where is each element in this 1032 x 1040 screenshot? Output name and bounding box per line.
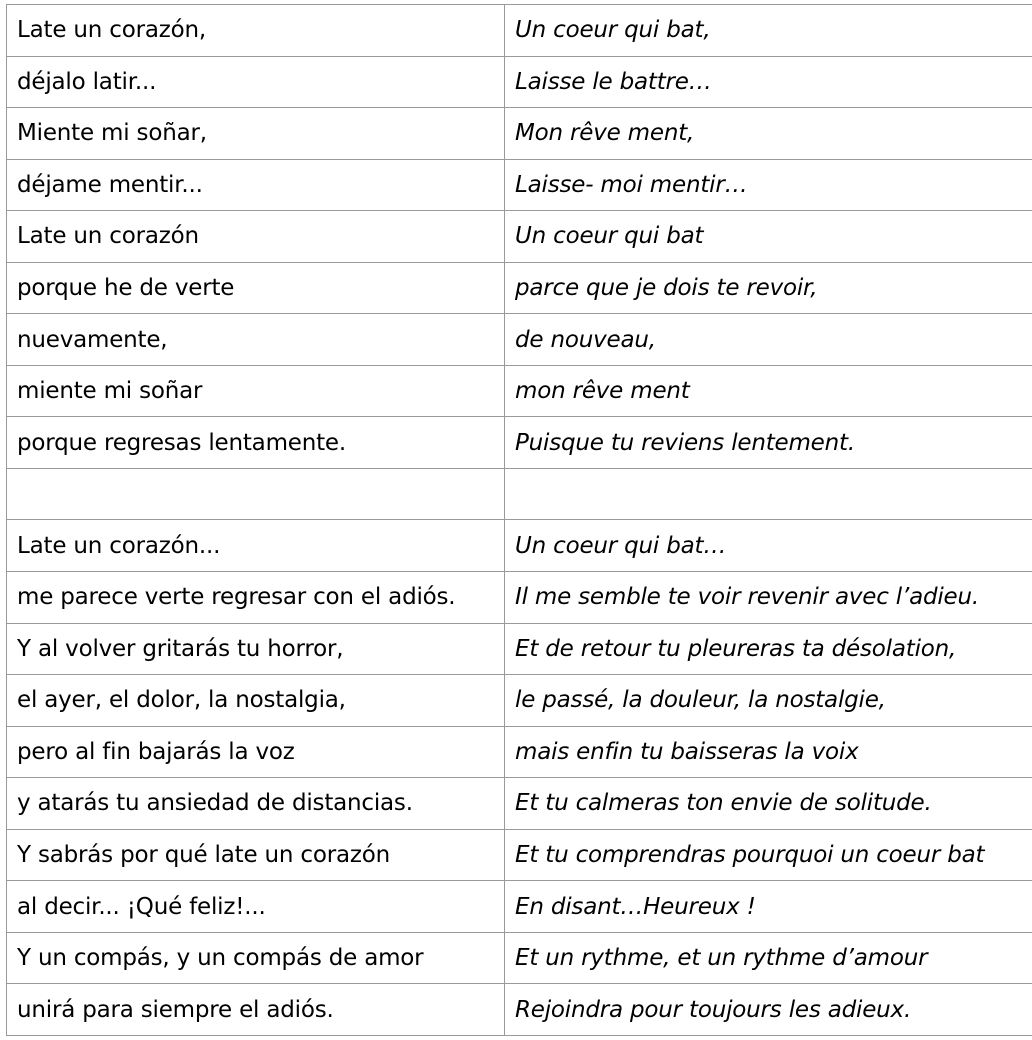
table-row — [7, 520, 1032, 572]
table-row — [7, 727, 1032, 779]
spanish-cell: Late un corazón... — [7, 520, 505, 571]
table-row — [7, 417, 1032, 469]
french-cell: Un coeur qui bat… — [515, 532, 727, 559]
spanish-cell: porque he de verte — [7, 263, 505, 314]
french-cell: Rejoindra pour toujours les adieux. — [515, 996, 912, 1023]
french-cell: En disant…Heureux ! — [515, 893, 756, 920]
table-row — [7, 263, 1032, 315]
french-cell: parce que je dois te revoir, — [515, 275, 818, 301]
french-cell: Et tu comprendras pourquoi un coeur bat — [515, 842, 985, 869]
french-cell: Laisse- moi mentir… — [515, 171, 748, 198]
spanish-cell — [7, 469, 505, 520]
table-row — [7, 984, 1032, 1036]
table-row — [7, 366, 1032, 418]
lyrics-translation-table — [6, 4, 1032, 1036]
table-row — [7, 57, 1032, 109]
french-cell: le passé, la douleur, la nostalgie, — [515, 687, 886, 714]
french-cell: Un coeur qui bat, — [515, 17, 711, 44]
spanish-cell: Y al volver gritarás tu horror, — [7, 624, 505, 675]
spanish-cell: nuevamente, — [7, 314, 505, 365]
spanish-cell: Y sabrás por qué late un corazón — [7, 830, 505, 881]
french-cell: Et tu calmeras ton envie de solitude. — [515, 790, 932, 817]
table-row — [7, 624, 1032, 676]
french-cell: mon rêve ment — [515, 378, 690, 405]
table-row — [7, 830, 1032, 882]
spanish-cell: Y un compás, y un compás de amor — [7, 933, 505, 984]
table-row — [7, 933, 1032, 985]
french-cell: mais enfin tu baisseras la voix — [515, 738, 859, 765]
french-cell: Un coeur qui bat — [515, 223, 704, 250]
table-row — [7, 211, 1032, 263]
french-cell: Et un rythme, et un rythme d’amour — [515, 945, 928, 972]
spanish-cell: déjame mentir... — [7, 160, 505, 211]
table-row — [7, 108, 1032, 160]
table-row — [7, 881, 1032, 933]
french-cell: Puisque tu reviens lentement. — [515, 429, 855, 456]
spanish-cell: al decir... ¡Qué feliz!... — [7, 881, 505, 932]
french-cell: de nouveau, — [515, 326, 656, 353]
french-cell: Il me semble te voir revenir avec l’adieu. — [515, 584, 979, 611]
spanish-cell: déjalo latir... — [7, 57, 505, 108]
spanish-cell: pero al fin bajarás la voz — [7, 727, 505, 778]
spanish-cell: Late un corazón — [7, 211, 505, 262]
spanish-cell: el ayer, el dolor, la nostalgia, — [7, 675, 505, 726]
table-row — [7, 5, 1032, 57]
french-cell: Et de retour tu pleureras ta désolation, — [515, 635, 957, 662]
french-cell: Mon rêve ment, — [515, 120, 695, 147]
spanish-cell: Late un corazón, — [7, 5, 505, 56]
french-cell — [505, 469, 1032, 520]
table-row — [7, 314, 1032, 366]
spanish-cell: Miente mi soñar, — [7, 108, 505, 159]
french-cell: Laisse le battre… — [515, 68, 712, 95]
table-row — [7, 160, 1032, 212]
table-row — [7, 778, 1032, 830]
spanish-cell: me parece verte regresar con el adiós. — [7, 572, 505, 623]
spanish-cell: porque regresas lentamente. — [7, 417, 505, 468]
spanish-cell: miente mi soñar — [7, 366, 505, 417]
spanish-cell: unirá para siempre el adiós. — [7, 984, 505, 1035]
table-row-empty — [7, 469, 1032, 521]
table-row — [7, 572, 1032, 624]
table-row — [7, 675, 1032, 727]
spanish-cell: y atarás tu ansiedad de distancias. — [7, 778, 505, 829]
